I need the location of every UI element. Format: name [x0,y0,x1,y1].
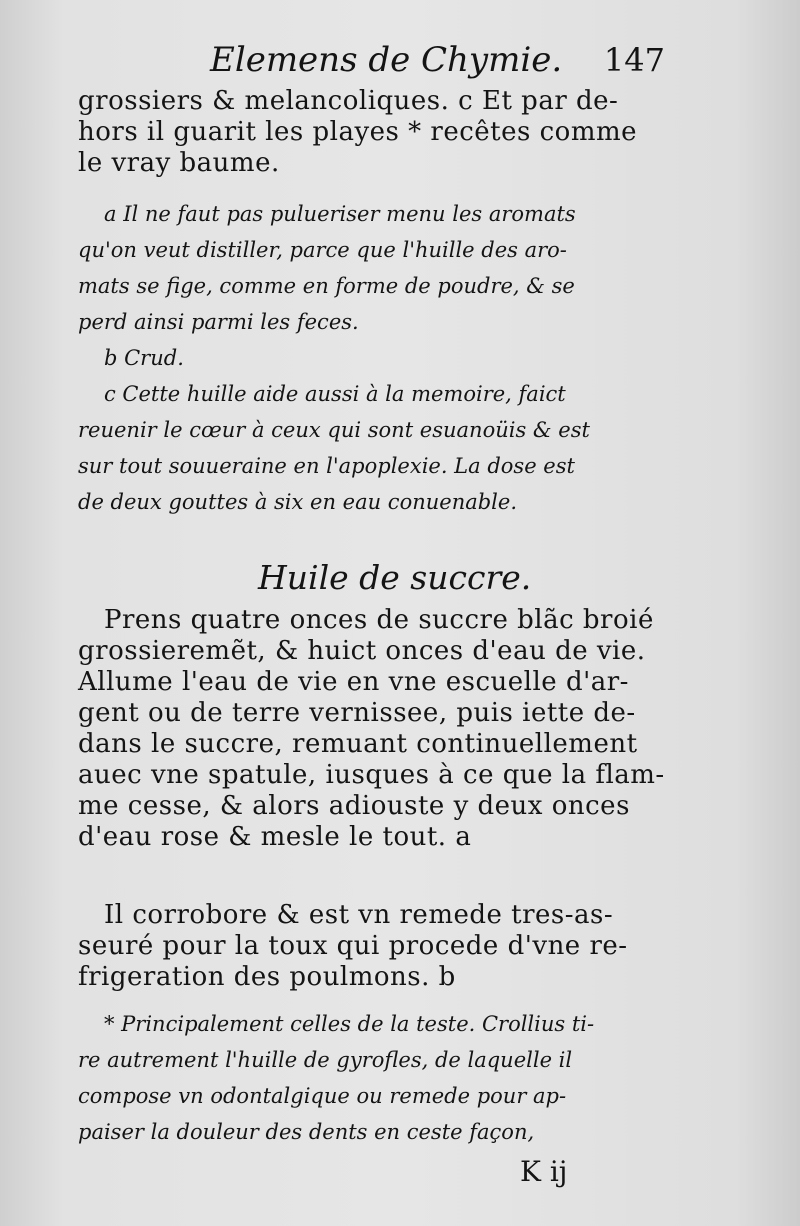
footnote-line: compose vn odontalgique ou remede pour ap- [78,1084,567,1108]
note-line: sur tout souueraine en l'apoplexie. La dose est [78,454,575,478]
text-line: frigeration des poulmons. b [78,962,456,992]
note-line: qu'on veut distiller, parce que l'huille des aro- [78,238,567,262]
text-line: me cesse, & alors adiouste y deux onces [78,791,630,821]
usage-paragraph [78,900,658,993]
text-line: le vray baume. [78,148,280,178]
top-paragraph [78,86,658,179]
text-line: auec vne spatule, iusques à ce que la flam- [78,760,665,790]
text-line: dans le succre, remuant continuellement [78,729,638,759]
note-line: reuenir le cœur à ceux qui sont esuanoüis & est [78,418,590,442]
text-line: Il corrobore & est vn remede tres-as- [104,900,614,930]
footnote-line: paiser la douleur des dents en ceste façon, [78,1120,535,1144]
section-heading: Huile de succre. [258,558,532,597]
note-line: mats se fige, comme en forme de poudre, & se [78,274,575,298]
text-line: grossieremẽt, & huict onces d'eau de vie. [78,636,646,666]
note-line: de deux gouttes à six en eau conuenable. [78,490,518,514]
text-line: grossiers & melancoliques. c Et par de- [78,86,619,116]
star-footnote [78,1006,658,1150]
note-line: b Crud. [104,346,184,370]
footnote-line: * Principalement celles de la teste. Crollius ti- [104,1012,595,1036]
recipe-paragraph [78,605,665,853]
text-line: Prens quatre onces de succre blãc broié [104,605,654,635]
running-header [210,38,665,82]
notes-block [78,196,658,520]
text-line: hors il guarit les playes * recêtes comme [78,117,638,147]
note-line: perd ainsi parmi les feces. [78,310,359,334]
signature-mark: K ij [520,1155,568,1188]
footnote-line: re autrement l'huille de gyrofles, de laquelle il [78,1048,573,1072]
note-line: a Il ne faut pas pulueriser menu les aromats [104,202,576,226]
text-line: Allume l'eau de vie en vne escuelle d'ar- [78,667,629,697]
text-line: gent ou de terre vernissee, puis iette de- [78,698,636,728]
note-line: c Cette huille aide aussi à la memoire, faict [104,382,566,406]
page-number: 147 [603,41,665,79]
text-line: d'eau rose & mesle le tout. a [78,822,472,852]
text-line: seuré pour la toux qui procede d'vne re- [78,931,628,961]
running-title: Elemens de Chymie. [210,40,563,80]
